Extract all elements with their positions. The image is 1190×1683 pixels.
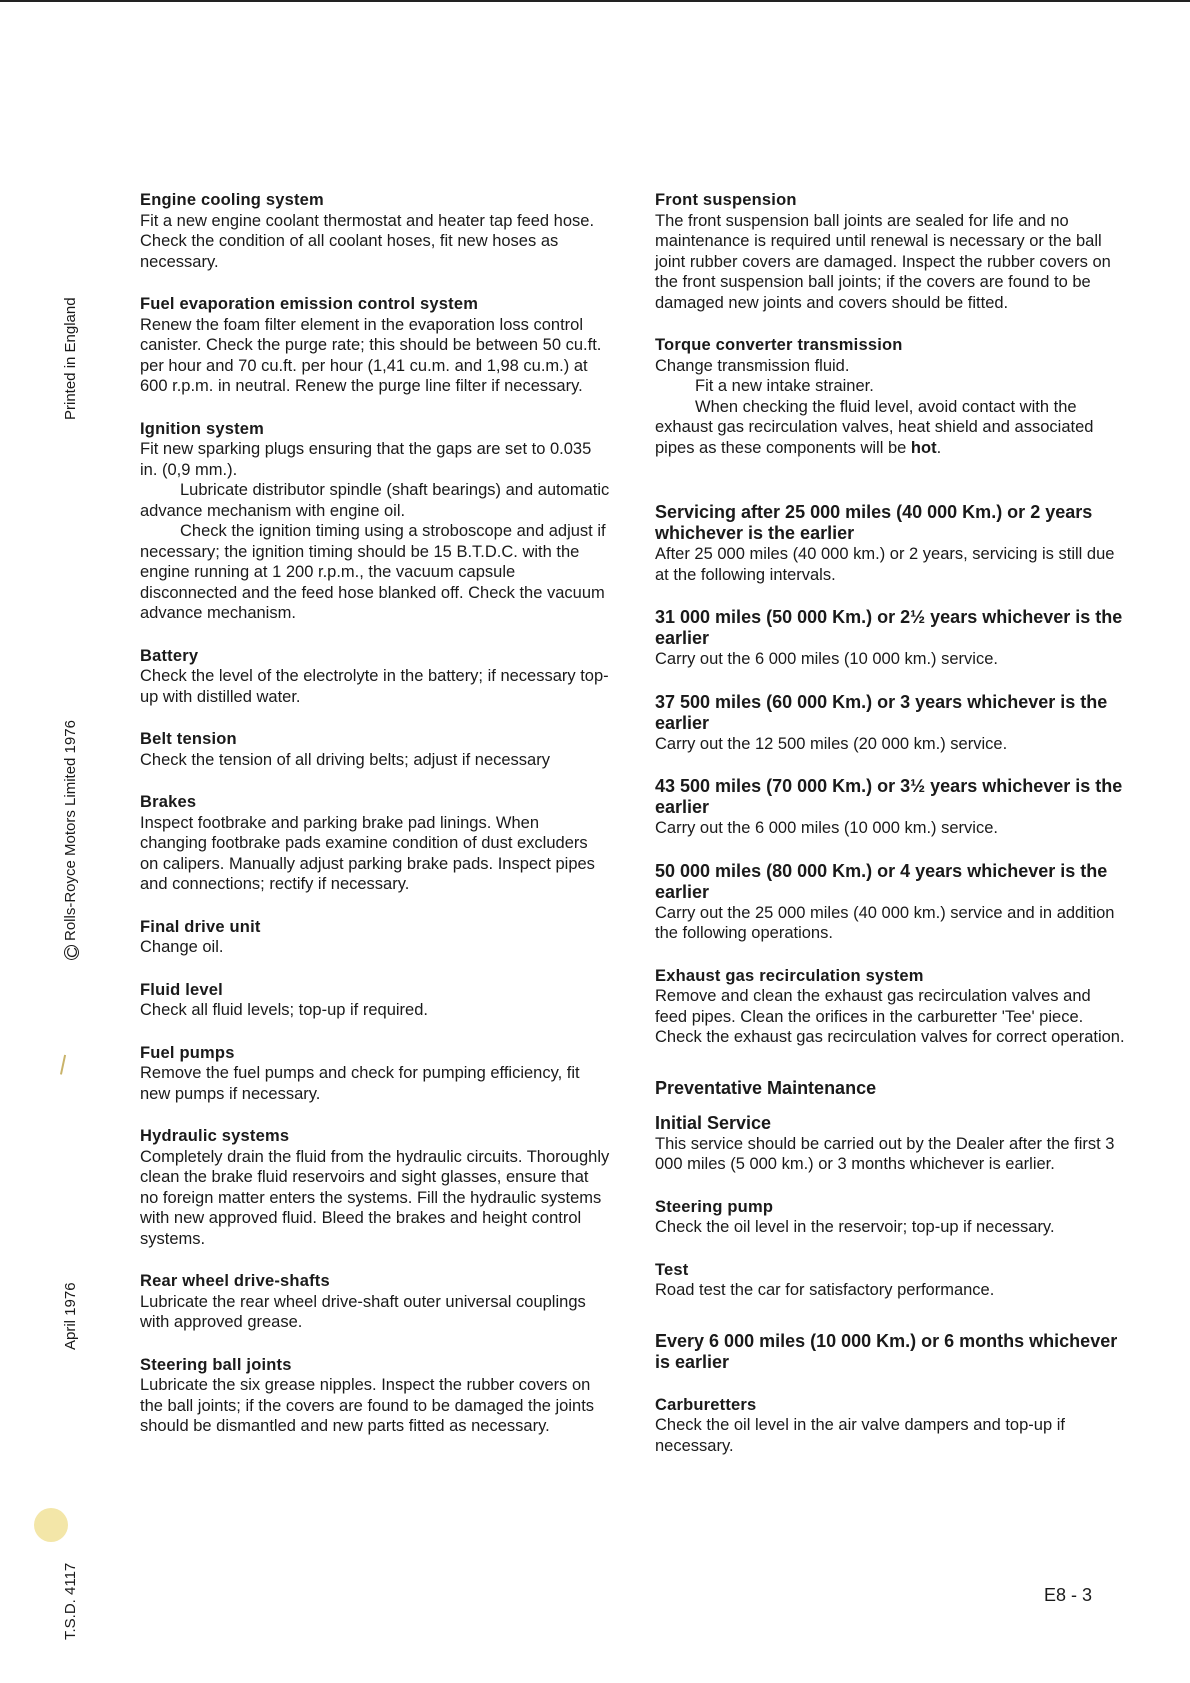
section-body: Carry out the 12 500 miles (20 000 km.) service. [655,734,1008,753]
section-43500-miles [655,776,1125,839]
section-50000-miles [655,861,1125,944]
section-torque-converter [655,335,1125,458]
section-every-6000 [655,1331,1125,1373]
section-body: The front suspension ball joints are sealed for life and no maintenance is required until renewal is necessary or the ball joint rubber covers are damaged. Inspect the rubber covers on the front suspension ball joints; if the covers are found to be damaged new joints and covers should be fitted. [655,211,1111,312]
section-body: Remove the fuel pumps and check for pumping efficiency, fit new pumps if necessary. [140,1064,580,1103]
section-title: 31 000 miles (50 000 Km.) or 2½ years whichever is the earlier [655,607,1123,648]
section-title: Torque converter transmission [655,336,903,354]
section-body: Check the level of the electrolyte in the battery; if necessary top-up with distilled water. [140,667,609,706]
section-body: Lubricate the rear wheel drive-shaft outer universal couplings with approved grease. [140,1292,586,1331]
section-hydraulic [140,1126,610,1249]
section-heading: Preventative Maintenance [655,1077,877,1098]
section-body: Fit a new engine coolant thermostat and heater tap feed hose. Check the condition of all coolant hoses, fit new hoses as necessary. [140,211,595,271]
section-brakes [140,792,610,895]
section-fuel-pumps [140,1043,610,1105]
section-body: Check the ignition timing using a stroboscope and adjust if necessary; the ignition timing should be 15 B.T.D.C. with the engine running at 1 200 r.p.m., the vacuum capsule disconnected and the feed hose blanked off. Check the vacuum advance mechanism. [140,522,606,622]
section-body: This service should be carried out by the Dealer after the first 3 000 miles (5 000 km.) or 3 months whichever is earlier. [655,1134,1115,1173]
section-body: Lubricate distributor spindle (shaft bearings) and automatic advance mechanism with engine oil. [140,481,610,520]
section-preventative-maintenance [655,1078,1125,1099]
section-title: Hydraulic systems [140,1127,290,1145]
section-title: Front suspension [655,191,797,209]
section-body: Remove and clean the exhaust gas recirculation valves and feed pipes. Clean the orifices in the carburetter 'Tee' piece. Check the exhaust gas recirculation valves for correct operation. [655,987,1125,1046]
section-title: Every 6 000 miles (10 000 Km.) or 6 months whichever is earlier [655,1330,1118,1372]
section-body: Carry out the 6 000 miles (10 000 km.) service. [655,650,998,668]
left-column [140,190,610,1459]
section-title: Steering pump [655,1197,774,1216]
section-31000-miles [655,607,1125,670]
section-title: Servicing after 25 000 miles (40 000 Km.) or 2 years whichever is the earlier [655,502,1093,543]
section-title: Test [655,1260,689,1279]
section-initial-service [655,1113,1125,1175]
section-title: Rear wheel drive-shafts [140,1272,330,1290]
section-title: Brakes [140,793,197,811]
section-fuel-evaporation [140,294,610,397]
section-steering-pump [655,1197,1125,1238]
section-body: Completely drain the fluid from the hydraulic circuits. Thoroughly clean the brake fluid reservoirs and sight glasses, ensure that no foreign matter enters the systems. Fill the hydraulic systems with new approved fluid. Bleed the brakes and height control systems. [140,1147,610,1248]
section-title: Belt tension [140,730,237,748]
section-body: Check the oil level in the air valve dampers and top-up if necessary. [655,1416,1065,1455]
section-belt-tension [140,729,610,770]
section-title: Engine cooling system [140,191,324,209]
section-body: Change transmission fluid. [655,356,850,375]
right-column [655,190,1125,1478]
section-carburetters [655,1395,1125,1457]
section-body: Inspect footbrake and parking brake pad linings. When changing footbrake pads examine condition of dust excluders on calipers. Manually adjust parking brake pads. Inspect pipes and connections; rectify if necessary. [140,813,595,893]
section-title: Fuel pumps [140,1043,235,1062]
punch-hole-mark [34,1508,68,1542]
pencil-mark [60,1055,69,1076]
section-body: Carry out the 25 000 miles (40 000 km.) service and in addition the following operations. [655,903,1115,942]
section-body: After 25 000 miles (40 000 km.) or 2 years, servicing is still due at the following intervals. [655,545,1115,584]
section-body: Check the tension of all driving belts; adjust if necessary [140,750,550,769]
section-body: Fit new sparking plugs ensuring that the gaps are set to 0.035 in. (0,9 mm.). [140,440,592,479]
section-after-25000 [655,502,1125,585]
section-body: Road test the car for satisfactory performance. [655,1281,995,1299]
section-title: Fluid level [140,980,223,999]
section-body: Fit a new intake strainer. [695,377,874,395]
section-exhaust-recirculation [655,966,1125,1048]
section-rear-drive-shafts [140,1271,610,1333]
section-title: Carburetters [655,1395,757,1414]
section-body: Check the oil level in the reservoir; top-up if necessary. [655,1218,1055,1236]
copyright-icon: C [64,945,79,960]
page-number: E8 - 3 [1044,1585,1093,1605]
section-body: Renew the foam filter element in the evaporation loss control canister. Check the purge rate; this should be between 50 cu.ft. per hour and 70 cu.ft. per hour (1,41 cu.m. and 1,98 cu.m.) at 600 r.p.m. in neutral. Renew the purge line filter if necessary. [140,315,602,395]
section-front-suspension [655,190,1125,313]
section-title: Steering ball joints [140,1355,292,1374]
section-body: Carry out the 6 000 miles (10 000 km.) service. [655,819,998,837]
section-engine-cooling [140,190,610,272]
section-title: Fuel evaporation emission control system [140,295,479,313]
section-body: Check all fluid levels; top-up if required. [140,1001,428,1019]
section-title: Initial Service [655,1112,772,1133]
section-test [655,1260,1125,1301]
section-title: 50 000 miles (80 000 Km.) or 4 years whichever is the earlier [655,860,1108,902]
section-title: Ignition system [140,419,265,438]
section-steering-ball-joints [140,1355,610,1437]
section-battery [140,646,610,708]
section-ignition [140,419,610,624]
section-final-drive [140,917,610,958]
section-title: Battery [140,646,199,665]
section-37500-miles [655,692,1125,755]
section-title: Final drive unit [140,917,261,936]
top-border [0,0,1190,2]
section-title: Exhaust gas recirculation system [655,966,924,985]
section-body: When checking the fluid level, avoid contact with the exhaust gas recirculation valves, heat shield and associated pipes as these components will be hot. [655,397,1094,457]
hot-warning: hot [910,438,937,457]
section-title: 37 500 miles (60 000 Km.) or 3 years whichever is the earlier [655,691,1108,733]
section-body: Change oil. [140,938,224,956]
section-body: Lubricate the six grease nipples. Inspect the rubber covers on the ball joints; if the covers are found to be damaged the joints should be dismantled and new parts fitted as necessary. [140,1376,595,1435]
section-title: 43 500 miles (70 000 Km.) or 3½ years whichever is the earlier [655,776,1123,817]
section-fluid-level [140,980,610,1021]
